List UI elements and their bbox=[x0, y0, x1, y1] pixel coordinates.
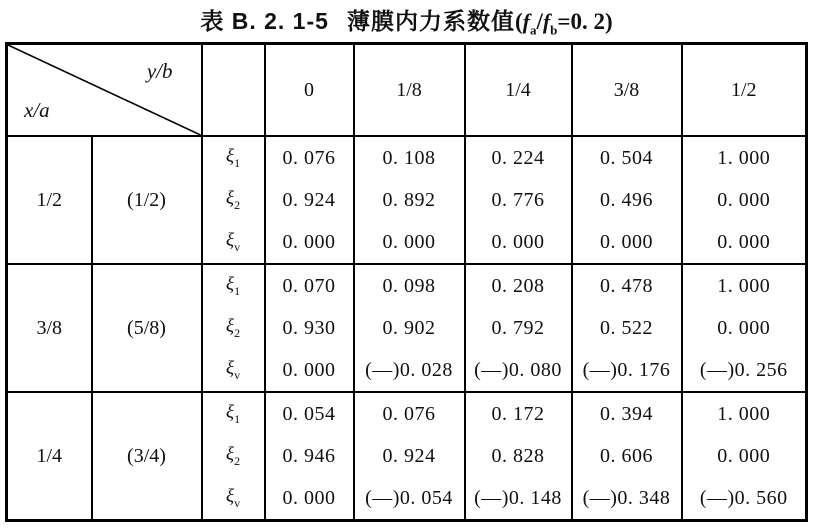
value-cell: 0. 504 bbox=[572, 136, 682, 179]
value-cell: 0. 000 bbox=[682, 307, 807, 349]
value-cell: 0. 828 bbox=[465, 435, 572, 477]
value-cell: 0. 478 bbox=[572, 264, 682, 307]
diagonal-corner-cell bbox=[7, 44, 202, 137]
value-cell: (—)0. 176 bbox=[572, 349, 682, 392]
value-cell: 0. 076 bbox=[265, 136, 354, 179]
table-row bbox=[7, 264, 807, 307]
table-title-text: 薄膜内力系数值 bbox=[346, 8, 515, 34]
value-cell: 0. 000 bbox=[265, 477, 354, 521]
col-header: 0 bbox=[265, 44, 354, 137]
coef-symbol: $\xi_2$ bbox=[202, 435, 265, 477]
value-cell: 0. 000 bbox=[682, 179, 807, 221]
value-cell: 0. 000 bbox=[465, 221, 572, 264]
table-row bbox=[7, 136, 807, 179]
col-header: 1/8 bbox=[354, 44, 465, 137]
value-cell: (—)0. 560 bbox=[682, 477, 807, 521]
value-cell: 0. 076 bbox=[354, 392, 465, 435]
col-header: 1/4 bbox=[465, 44, 572, 137]
value-cell: 0. 902 bbox=[354, 307, 465, 349]
value-cell: 0. 172 bbox=[465, 392, 572, 435]
header-row bbox=[7, 44, 807, 137]
value-cell: 0. 000 bbox=[265, 221, 354, 264]
value-cell: 0. 000 bbox=[265, 349, 354, 392]
coef-symbol: $\xi_2$ bbox=[202, 179, 265, 221]
value-cell: 0. 776 bbox=[465, 179, 572, 221]
value-cell: 0. 054 bbox=[265, 392, 354, 435]
row-label-paren: (5/8) bbox=[92, 264, 202, 392]
coef-symbol: $\xi_v$ bbox=[202, 349, 265, 392]
value-cell: 0. 394 bbox=[572, 392, 682, 435]
value-cell: 0. 930 bbox=[265, 307, 354, 349]
value-cell: 0. 792 bbox=[465, 307, 572, 349]
value-cell: 0. 000 bbox=[682, 221, 807, 264]
corner-label-yb: y/b bbox=[146, 59, 173, 83]
value-cell: (—)0. 080 bbox=[465, 349, 572, 392]
coef-symbol: $\xi_v$ bbox=[202, 221, 265, 264]
value-cell: 0. 108 bbox=[354, 136, 465, 179]
coef-symbol: $\xi_1$ bbox=[202, 136, 265, 179]
value-cell: 0. 496 bbox=[572, 179, 682, 221]
value-cell: 0. 606 bbox=[572, 435, 682, 477]
col-header: 1/2 bbox=[682, 44, 807, 137]
col-header: 3/8 bbox=[572, 44, 682, 137]
coef-symbol: $\xi_1$ bbox=[202, 264, 265, 307]
coef-symbol: $\xi_2$ bbox=[202, 307, 265, 349]
value-cell: 0. 224 bbox=[465, 136, 572, 179]
table-row bbox=[7, 392, 807, 435]
value-cell: (—)0. 256 bbox=[682, 349, 807, 392]
value-cell: 1. 000 bbox=[682, 392, 807, 435]
coef-symbol: $\xi_1$ bbox=[202, 392, 265, 435]
table-title-formula: ($f_a/f_b=0$. 2) bbox=[514, 9, 613, 38]
value-cell: 0. 098 bbox=[354, 264, 465, 307]
value-cell: (—)0. 028 bbox=[354, 349, 465, 392]
value-cell: 0. 892 bbox=[354, 179, 465, 221]
value-cell: (—)0. 348 bbox=[572, 477, 682, 521]
value-cell: (—)0. 054 bbox=[354, 477, 465, 521]
value-cell: 0. 924 bbox=[265, 179, 354, 221]
coef-symbol: $\xi_v$ bbox=[202, 477, 265, 521]
value-cell: 0. 208 bbox=[465, 264, 572, 307]
value-cell: 0. 924 bbox=[354, 435, 465, 477]
value-cell: 0. 522 bbox=[572, 307, 682, 349]
row-label-xa: 3/8 bbox=[7, 264, 92, 392]
corner-label-xa: x/a bbox=[24, 98, 50, 122]
value-cell: 0. 000 bbox=[682, 435, 807, 477]
coef-header-spacer bbox=[202, 44, 265, 137]
row-label-paren: (3/4) bbox=[92, 392, 202, 521]
value-cell: 0. 070 bbox=[265, 264, 354, 307]
row-label-xa: 1/4 bbox=[7, 392, 92, 521]
row-label-xa: 1/2 bbox=[7, 136, 92, 264]
value-cell: 0. 000 bbox=[572, 221, 682, 264]
coefficient-table bbox=[5, 42, 808, 522]
value-cell: 1. 000 bbox=[682, 264, 807, 307]
table-number-label: 表 B. 2. 1-5 bbox=[200, 8, 329, 34]
row-label-paren: (1/2) bbox=[92, 136, 202, 264]
table-caption bbox=[0, 3, 813, 39]
value-cell: 1. 000 bbox=[682, 136, 807, 179]
value-cell: (—)0. 148 bbox=[465, 477, 572, 521]
value-cell: 0. 946 bbox=[265, 435, 354, 477]
value-cell: 0. 000 bbox=[354, 221, 465, 264]
